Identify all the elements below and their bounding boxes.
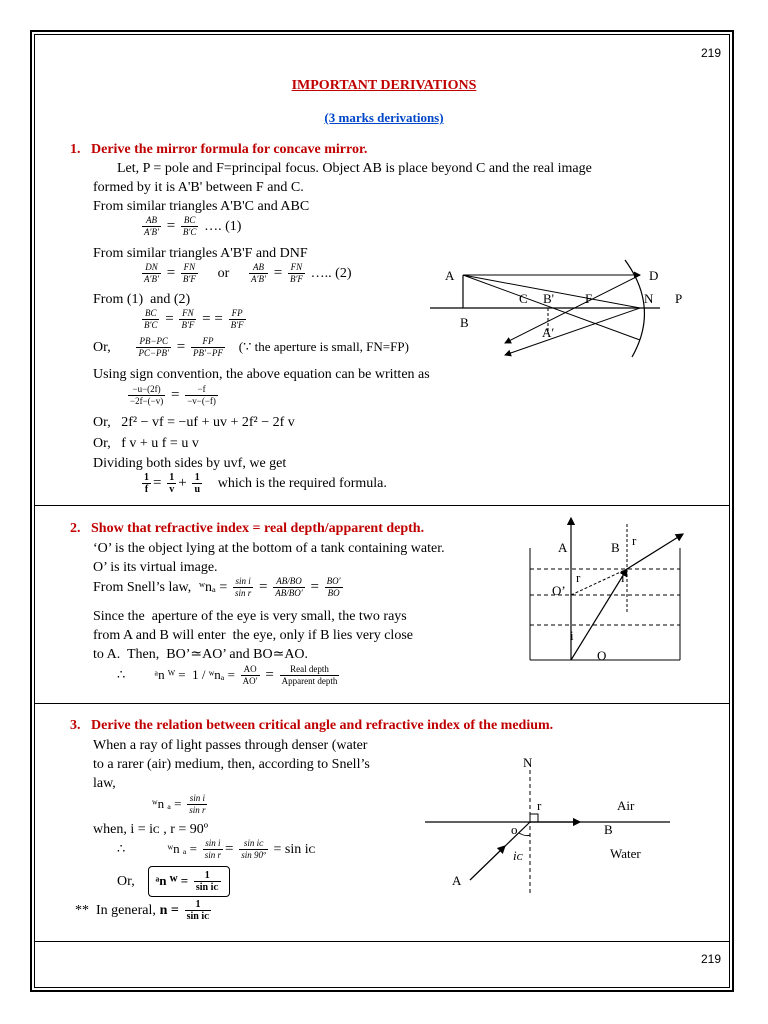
q3-eq4: ** In general, n = $\frac{1}{\text{sin iᴄ}}$	[75, 899, 210, 922]
q1-line1: Let, P = pole and F=principal focus. Object AB is place beyond C and the real image	[117, 161, 592, 176]
svg-text:O’: O’	[552, 583, 566, 598]
q1-eq1: $\frac{AB}{A'B'}$ = $\frac{BC}{B'C}$ …. (1)	[144, 215, 242, 237]
svg-text:iᴄ: iᴄ	[513, 848, 523, 863]
svg-text:Air: Air	[617, 798, 635, 813]
q1-eq6: Or, 2f² − vf = −uf + uv + 2f² − 2f v	[93, 415, 295, 430]
svg-text:r: r	[537, 798, 542, 813]
q2-line4: Since the aperture of the eye is very small, the two rays	[93, 609, 407, 624]
svg-text:o: o	[511, 822, 518, 837]
q2-eq1: From Snell’s law, ʷnₐ = $\frac{\text{sin i}}{\text{sin r}}$ = $\frac{AB/BO}{AB/BO'}$ = $\frac{BO'}{BO}$	[93, 576, 341, 598]
q1-line3: From similar triangles A'B'C and ABC	[93, 199, 310, 214]
q1-heading: 1. Derive the mirror formula for concave mirror.	[70, 142, 368, 157]
boxed-result: ᵃn ᵂ = $\frac{1}{\text{sin iᴄ}}$	[148, 866, 229, 897]
q1-eq4: Or, $\frac{PB-PC}{PC-PB'}$ = $\frac{FP}{PB'-PF}$ (∵ the aperture is small, FN=FP)	[93, 336, 409, 358]
page-title: IMPORTANT DERIVATIONS	[291, 78, 477, 93]
q3-line2: to a rarer (air) medium, then, according to Snell’s	[93, 757, 370, 772]
q1-line2: formed by it is A'B' between F and C.	[93, 180, 304, 195]
section-divider-2	[34, 703, 730, 704]
q1-eq3: $\frac{BC}{B'C}$ = $\frac{FN}{B'F}$ = = $\frac{FP}{B'F}$	[144, 308, 244, 330]
q1-line5: From (1) and (2)	[93, 292, 191, 307]
svg-text:A: A	[452, 873, 462, 888]
q1-eq2: $\frac{DN}{A'B'}$ = $\frac{FN}{B'F}$ or $\frac{AB}{A'B'}$ = $\frac{FN}{B'F}$ ….. (2)	[144, 262, 352, 284]
svg-text:r: r	[632, 533, 637, 548]
svg-text:A: A	[445, 268, 455, 283]
svg-text:A′: A′	[542, 325, 555, 340]
svg-text:A: A	[558, 540, 568, 555]
svg-text:N: N	[523, 755, 533, 770]
svg-text:i: i	[570, 628, 574, 643]
page-number-bottom: 219	[701, 952, 722, 966]
svg-text:C: C	[519, 291, 528, 306]
svg-text:P: P	[675, 291, 683, 306]
svg-text:r: r	[576, 570, 581, 585]
svg-text:D: D	[649, 268, 659, 283]
q2-line2: O’ is its virtual image.	[93, 560, 218, 575]
q1-eq7: Or, f v + u f = u v	[93, 436, 199, 451]
q2-line6: to A. Then, BO’≃AO’ and BO≃AO.	[93, 647, 309, 662]
q3-eq1: ʷn ₐ = $\frac{\text{sin i}}{\text{sin r}}$	[152, 793, 206, 815]
page-number-top: 219	[701, 46, 722, 60]
q3-line1: When a ray of light passes through denser (water	[93, 738, 368, 753]
q2-eq2: ∴ ᵃn ᵂ = 1 / ʷnₐ = $\frac{AO}{AO'}$ = $\frac{\text{Real depth}}{\text{Apparent depth}}$	[117, 664, 338, 686]
critical-angle-diagram	[420, 755, 680, 895]
footer-divider	[34, 941, 730, 942]
q1-line4: From similar triangles A'B'F and DNF	[93, 246, 308, 261]
q1-line6: Using sign convention, the above equation can be written as	[93, 367, 430, 382]
svg-text:O: O	[597, 648, 607, 663]
q3-heading: 3. Derive the relation between critical angle and refractive index of the medium.	[70, 718, 554, 733]
q2-heading: 2. Show that refractive index = real depth/apparent depth.	[70, 521, 425, 536]
q3-line3: law,	[93, 776, 116, 791]
svg-text:B: B	[460, 315, 469, 330]
q2-line1: ‘O’ is the object lying at the bottom of a tank containing water.	[93, 541, 445, 556]
svg-text:B: B	[604, 822, 613, 837]
q3-eq2: ∴ ʷn ₐ = $\frac{\text{sin i}}{\text{sin r}}$ = $\frac{\text{sin iᴄ}}{\text{sin 90º}}$ = sin iᴄ	[117, 838, 316, 860]
svg-text:F: F	[585, 291, 593, 306]
q1-eq5: $\frac{-u-(2f)}{-2f-(-v)}$ = $\frac{-f}{-v-(-f)}$	[130, 384, 216, 406]
svg-text:B: B	[611, 540, 620, 555]
svg-text:i: i	[621, 570, 625, 585]
q3-eq3: Or, ᵃn ᵂ = $\frac{1}{\text{sin iᴄ}}$	[117, 866, 230, 897]
concave-mirror-diagram	[430, 255, 700, 365]
svg-text:N: N	[644, 291, 654, 306]
real-apparent-depth-diagram	[520, 512, 700, 667]
q2-line5: from A and B will enter the eye, only if B lies very close	[93, 628, 413, 643]
q3-line4: when, i = iᴄ , r = 90º	[93, 822, 209, 837]
svg-text:Water: Water	[610, 846, 641, 861]
svg-text:B': B'	[543, 291, 555, 306]
q1-line7: Dividing both sides by uvf, we get	[93, 456, 287, 471]
section-divider-1	[34, 505, 730, 506]
page-subtitle: (3 marks derivations)	[324, 110, 444, 125]
q1-eq8: $\frac{1}{f}$ = $\frac{1}{v}$ + $\frac{1}{u}$ which is the required formula.	[144, 472, 387, 495]
